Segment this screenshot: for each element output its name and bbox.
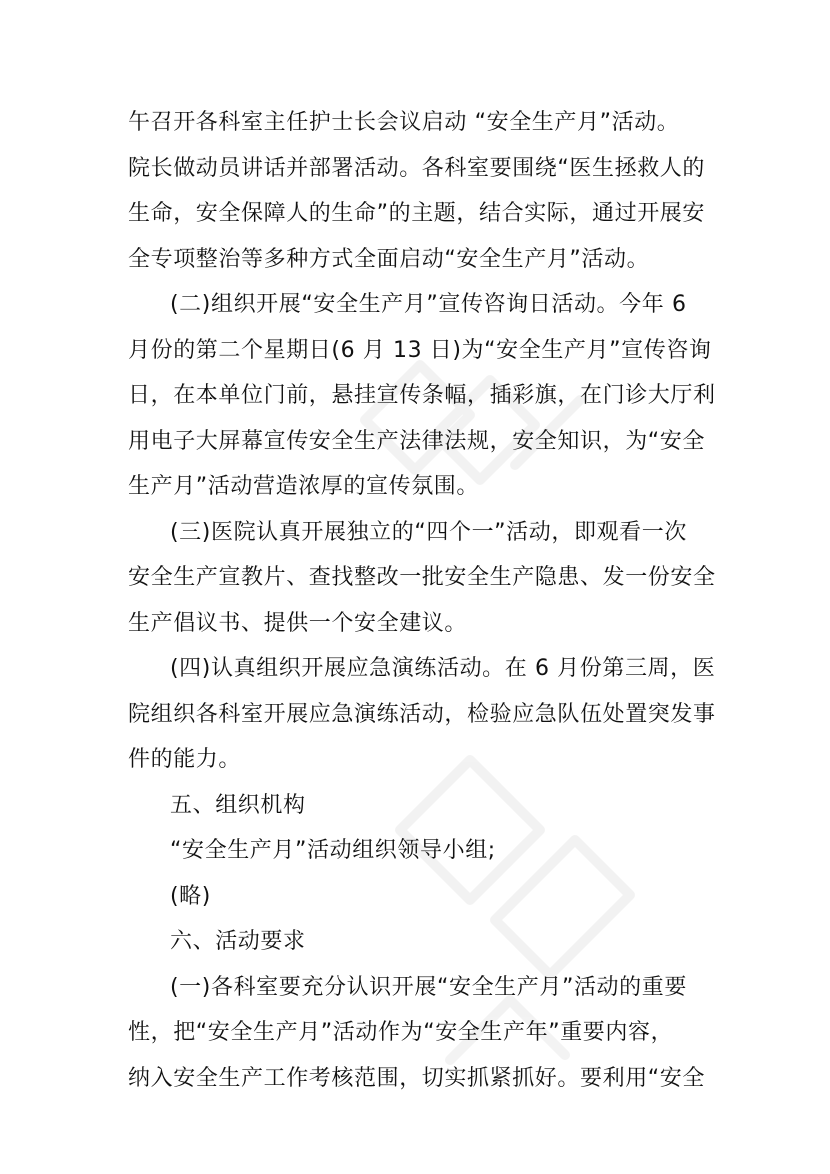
section-heading: 六、活动要求 [170,929,306,954]
paragraph-line: (略) [170,884,211,909]
paragraph-line: 用电子大屏幕宣传安全生产法律法规，安全知识，为“安全 [128,429,705,454]
paragraph-line: 性，把“安全生产月”活动作为“安全生产年”重要内容， [128,1020,674,1045]
paragraph-line: “安全生产月”活动组织领导小组; [170,838,496,863]
paragraph-line: 院长做动员讲话并部署活动。各科室要围绕“医生拯救人的 [128,156,705,181]
paragraph-line: 院组织各科室开展应急演练活动，检验应急队伍处置突发事 [128,702,716,727]
paragraph-line: (一)各科室要充分认识开展“安全生产月”活动的重要 [170,975,687,1000]
section-heading: 五、组织机构 [170,793,306,818]
paragraph-line: 纳入安全生产工作考核范围，切实抓紧抓好。要利用“安全 [128,1066,705,1091]
paragraph-line: 午召开各科室主任护士长会议启动 “安全生产月”活动。 [128,110,680,135]
paragraph-line: (二)组织开展“安全生产月”宣传咨询日活动。今年 6 [170,292,687,317]
paragraph-line: 件的能力。 [128,747,242,772]
paragraph-line: 全专项整治等多种方式全面启动“安全生产月”活动。 [128,247,650,272]
paragraph-line: 生命，安全保障人的生命”的主题，结合实际，通过开展安 [128,201,705,226]
paragraph-line: (四)认真组织开展应急演练活动。在 6 月份第三周，医 [170,656,716,681]
paragraph-line: 日，在本单位门前，悬挂宣传条幅，插彩旗，在门诊大厅利 [128,383,716,408]
paragraph-line: 生产倡议书、提供一个安全建议。 [128,611,468,636]
paragraph-line: 安全生产宣教片、查找整改一批安全生产隐患、发一份安全 [128,565,716,590]
paragraph-line: (三)医院认真开展独立的“四个一”活动，即观看一次 [170,520,687,545]
paragraph-line: 月份的第二个星期日(6 月 13 日)为“安全生产月”宣传咨询 [128,338,712,363]
paragraph-line: 生产月”活动营造浓厚的宣传氛围。 [128,474,479,499]
